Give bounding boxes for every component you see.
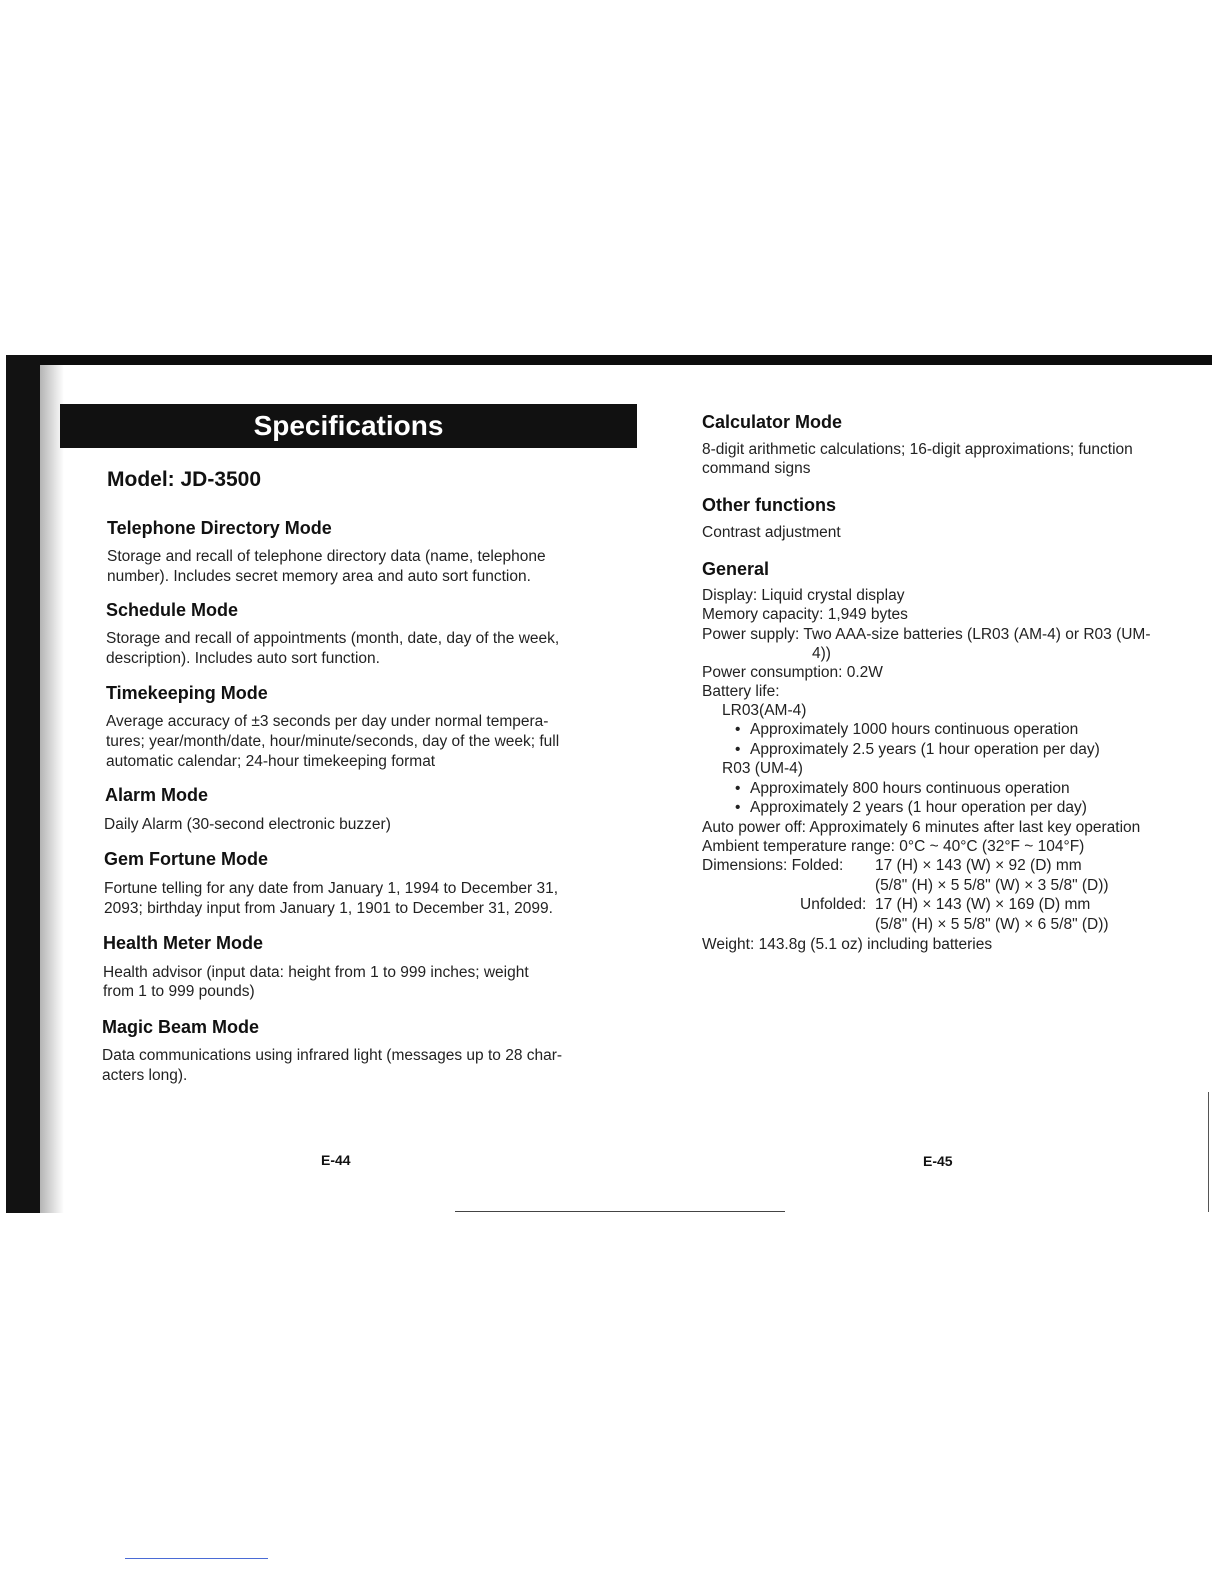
text-timekeeping-3: automatic calendar; 24-hour timekeeping format xyxy=(106,753,436,770)
text-dimensions-unfolded-mm: 17 (H) × 143 (W) × 169 (D) mm xyxy=(875,896,1091,913)
section-banner: Specifications xyxy=(60,404,637,448)
text-memory: Memory capacity: 1,949 bytes xyxy=(702,606,908,623)
text-dimensions-folded-mm: 17 (H) × 143 (W) × 92 (D) mm xyxy=(875,857,1082,874)
text-dimensions-label: Dimensions: Folded: xyxy=(702,857,844,874)
text-battery-life: Battery life: xyxy=(702,683,780,700)
text-dimensions-unfolded-label: Unfolded: xyxy=(800,896,867,913)
bullet-r03-years: • Approximately 2 years (1 hour operation per day) xyxy=(750,798,1087,818)
bullet-lr03-hours: • Approximately 1000 hours continuous operation xyxy=(750,720,1078,740)
text-calculator-1: 8-digit arithmetic calculations; 16-digit approximations; function xyxy=(702,441,1133,458)
text-alarm-1: Daily Alarm (30-second electronic buzzer) xyxy=(104,816,391,833)
text-dimensions-folded-in: (5/8" (H) × 5 5/8" (W) × 3 5/8" (D)) xyxy=(875,877,1109,894)
text-health-2: from 1 to 999 pounds) xyxy=(103,983,255,1000)
page-number-right: E-45 xyxy=(923,1153,953,1169)
heading-alarm: Alarm Mode xyxy=(105,785,209,805)
bullet-lr03-years: • Approximately 2.5 years (1 hour operation per day) xyxy=(750,740,1100,760)
text-display: Display: Liquid crystal display xyxy=(702,587,905,604)
heading-health-meter: Health Meter Mode xyxy=(103,933,264,953)
heading-telephone-directory: Telephone Directory Mode xyxy=(107,518,332,538)
bullet-r03-hours: • Approximately 800 hours continuous operation xyxy=(750,779,1070,799)
text-schedule-2: description). Includes auto sort function. xyxy=(106,650,380,667)
heading-magic-beam: Magic Beam Mode xyxy=(102,1017,260,1037)
text-schedule-1: Storage and recall of appointments (month, date, day of the week, xyxy=(106,630,560,647)
text-timekeeping-1: Average accuracy of ±3 seconds per day under normal tempera- xyxy=(106,713,549,730)
text-power-consumption: Power consumption: 0.2W xyxy=(702,664,883,681)
text-health-1: Health advisor (input data: height from 1 to 999 inches; weight xyxy=(103,964,529,981)
text-magic-1: Data communications using infrared light (messages up to 28 char- xyxy=(102,1047,563,1064)
text-telephone-2: number). Includes secret memory area and auto sort function. xyxy=(107,568,531,585)
text-telephone-1: Storage and recall of telephone directory data (name, telephone xyxy=(107,548,546,565)
text-gem-2: 2093; birthday input from January 1, 1901 to December 31, 2099. xyxy=(104,900,553,917)
scan-bottom-rule xyxy=(455,1211,785,1212)
text-other-1: Contrast adjustment xyxy=(702,524,841,541)
text-magic-2: acters long). xyxy=(102,1067,188,1084)
scan-left-shadow xyxy=(40,365,64,1213)
scan-right-edge xyxy=(1208,1092,1209,1212)
text-calculator-2: command signs xyxy=(702,460,811,477)
model-title: Model: JD-3500 xyxy=(107,468,262,491)
text-weight: Weight: 143.8g (5.1 oz) including batteries xyxy=(702,936,993,953)
scan-left-border xyxy=(6,355,40,1213)
text-gem-1: Fortune telling for any date from January 1, 1994 to December 31, xyxy=(104,880,559,897)
heading-gem-fortune: Gem Fortune Mode xyxy=(104,849,269,869)
text-timekeeping-2: tures; year/month/date, hour/minute/seconds, day of the week; full xyxy=(106,733,560,750)
text-lr03: LR03(AM-4) xyxy=(722,702,807,719)
text-r03: R03 (UM-4) xyxy=(722,760,803,777)
text-power-supply-1: Power supply: Two AAA-size batteries (LR03 (AM-4) or R03 (UM- xyxy=(702,626,1151,643)
bottom-rule xyxy=(125,1558,268,1559)
scan-top-border xyxy=(6,355,1212,365)
text-power-supply-2: 4)) xyxy=(812,645,831,662)
text-auto-power-off: Auto power off: Approximately 6 minutes after last key operation xyxy=(702,819,1141,836)
heading-other-functions: Other functions xyxy=(702,495,836,515)
heading-timekeeping: Timekeeping Mode xyxy=(106,683,268,703)
heading-schedule: Schedule Mode xyxy=(106,600,239,620)
heading-general: General xyxy=(702,559,770,579)
heading-calculator: Calculator Mode xyxy=(702,412,843,432)
text-ambient-temperature: Ambient temperature range: 0°C ~ 40°C (32°F ~ 104°F) xyxy=(702,838,1085,855)
text-dimensions-unfolded-in: (5/8" (H) × 5 5/8" (W) × 6 5/8" (D)) xyxy=(875,916,1109,933)
page-number-left: E-44 xyxy=(321,1152,351,1168)
